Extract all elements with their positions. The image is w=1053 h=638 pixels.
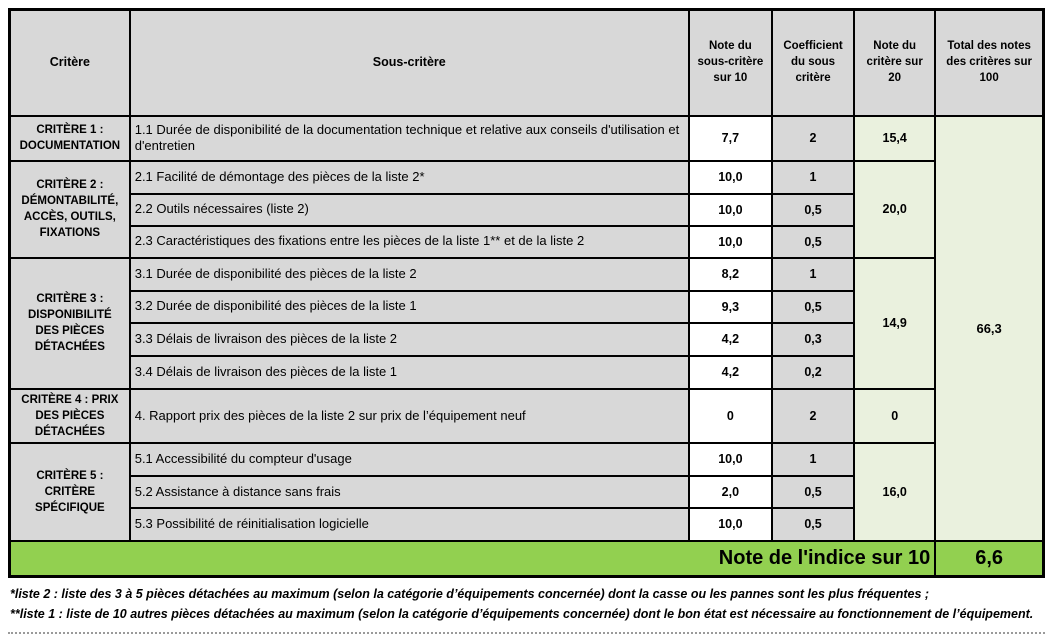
subcriterion-4-label: 4. Rapport prix des pièces de la liste 2 sur prix de l’équipement neuf xyxy=(130,389,689,443)
subcriterion-3-3-coefficient: 0,3 xyxy=(772,323,854,356)
criterion-4-score20: 0 xyxy=(854,389,935,443)
criterion-2-label: CRITÈRE 2 : DÉMONTABILITÉ, ACCÈS, OUTILS, FIXATIONS xyxy=(10,161,130,258)
header-total: Total des notes des critères sur 100 xyxy=(935,10,1043,116)
footnote-liste-1: **liste 1 : liste de 10 autres pièces détachées au maximum (selon la catégorie d’équipements concernée) dont le bon état est nécessaire au fonctionnement de l’équipement. xyxy=(10,607,1034,622)
subcriterion-1-1-label: 1.1 Durée de disponibilité de la documentation technique et relative aux conseils d'utilisation et d'entretien xyxy=(130,116,689,161)
subcriterion-2-1-label: 2.1 Facilité de démontage des pièces de la liste 2* xyxy=(130,161,689,194)
index-score-label: Note de l'indice sur 10 xyxy=(10,541,936,577)
header-criterion-score: Note du critère sur 20 xyxy=(854,10,935,116)
footnote-liste-2: *liste 2 : liste des 3 à 5 pièces détachées au maximum (selon la catégorie d’équipements concernée) dont la casse ou les pannes sont les plus fréquentes ; xyxy=(10,587,930,602)
subcriterion-1-1-score: 7,7 xyxy=(689,116,772,161)
row-2-1 xyxy=(10,161,1044,194)
subcriterion-2-3-score: 10,0 xyxy=(689,226,772,258)
subcriterion-2-2-label: 2.2 Outils nécessaires (liste 2) xyxy=(130,194,689,226)
row-3-1 xyxy=(10,258,1044,291)
subcriterion-5-3-score: 10,0 xyxy=(689,508,772,541)
criterion-5-label: CRITÈRE 5 : CRITÈRE SPÉCIFIQUE xyxy=(10,443,130,541)
subcriterion-2-1-coefficient: 1 xyxy=(772,161,854,194)
subcriterion-3-4-label: 3.4 Délais de livraison des pièces de la liste 1 xyxy=(130,356,689,389)
header-row xyxy=(10,10,1044,116)
header-sub-criterion: Sous-critère xyxy=(130,10,689,116)
subcriterion-3-4-score: 4,2 xyxy=(689,356,772,389)
criterion-4-label: CRITÈRE 4 : PRIX DES PIÈCES DÉTACHÉES xyxy=(10,389,130,443)
subcriterion-3-1-coefficient: 1 xyxy=(772,258,854,291)
footnotes xyxy=(8,584,1045,634)
subcriterion-3-2-label: 3.2 Durée de disponibilité des pièces de la liste 1 xyxy=(130,291,689,323)
criterion-5-score20: 16,0 xyxy=(854,443,935,541)
subcriterion-2-3-coefficient: 0,5 xyxy=(772,226,854,258)
subcriterion-1-1-coefficient: 2 xyxy=(772,116,854,161)
subcriterion-3-4-coefficient: 0,2 xyxy=(772,356,854,389)
total-score-100: 66,3 xyxy=(935,116,1043,541)
criterion-3-label: CRITÈRE 3 : DISPONIBILITÉ DES PIÈCES DÉTACHÉES xyxy=(10,258,130,389)
index-score-value: 6,6 xyxy=(935,541,1043,577)
subcriterion-5-2-label: 5.2 Assistance à distance sans frais xyxy=(130,476,689,508)
subcriterion-3-1-score: 8,2 xyxy=(689,258,772,291)
subcriterion-2-3-label: 2.3 Caractéristiques des fixations entre les pièces de la liste 1** et de la liste 2 xyxy=(130,226,689,258)
subcriterion-5-3-coefficient: 0,5 xyxy=(772,508,854,541)
header-criterion: Critère xyxy=(10,10,130,116)
subcriterion-3-1-label: 3.1 Durée de disponibilité des pièces de la liste 2 xyxy=(130,258,689,291)
criterion-2-score20: 20,0 xyxy=(854,161,935,258)
subcriterion-5-1-coefficient: 1 xyxy=(772,443,854,476)
row-5-1 xyxy=(10,443,1044,476)
subcriterion-3-3-score: 4,2 xyxy=(689,323,772,356)
subcriterion-3-2-coefficient: 0,5 xyxy=(772,291,854,323)
subcriterion-4-coefficient: 2 xyxy=(772,389,854,443)
criterion-3-score20: 14,9 xyxy=(854,258,935,389)
subcriterion-5-1-label: 5.1 Accessibilité du compteur d'usage xyxy=(130,443,689,476)
header-coefficient: Coefficient du sous critère xyxy=(772,10,854,116)
index-score-row xyxy=(10,541,1044,577)
row-1-1 xyxy=(10,116,1044,161)
repairability-index-table xyxy=(8,8,1045,578)
criterion-1-label: CRITÈRE 1 : DOCUMENTATION xyxy=(10,116,130,161)
subcriterion-2-1-score: 10,0 xyxy=(689,161,772,194)
subcriterion-2-2-coefficient: 0,5 xyxy=(772,194,854,226)
subcriterion-3-2-score: 9,3 xyxy=(689,291,772,323)
subcriterion-4-score: 0 xyxy=(689,389,772,443)
subcriterion-3-3-label: 3.3 Délais de livraison des pièces de la liste 2 xyxy=(130,323,689,356)
subcriterion-5-3-label: 5.3 Possibilité de réinitialisation logicielle xyxy=(130,508,689,541)
subcriterion-2-2-score: 10,0 xyxy=(689,194,772,226)
header-sub-score: Note du sous-critère sur 10 xyxy=(689,10,772,116)
subcriterion-5-2-coefficient: 0,5 xyxy=(772,476,854,508)
subcriterion-5-2-score: 2,0 xyxy=(689,476,772,508)
criterion-1-score20: 15,4 xyxy=(854,116,935,161)
subcriterion-5-1-score: 10,0 xyxy=(689,443,772,476)
row-4 xyxy=(10,389,1044,443)
